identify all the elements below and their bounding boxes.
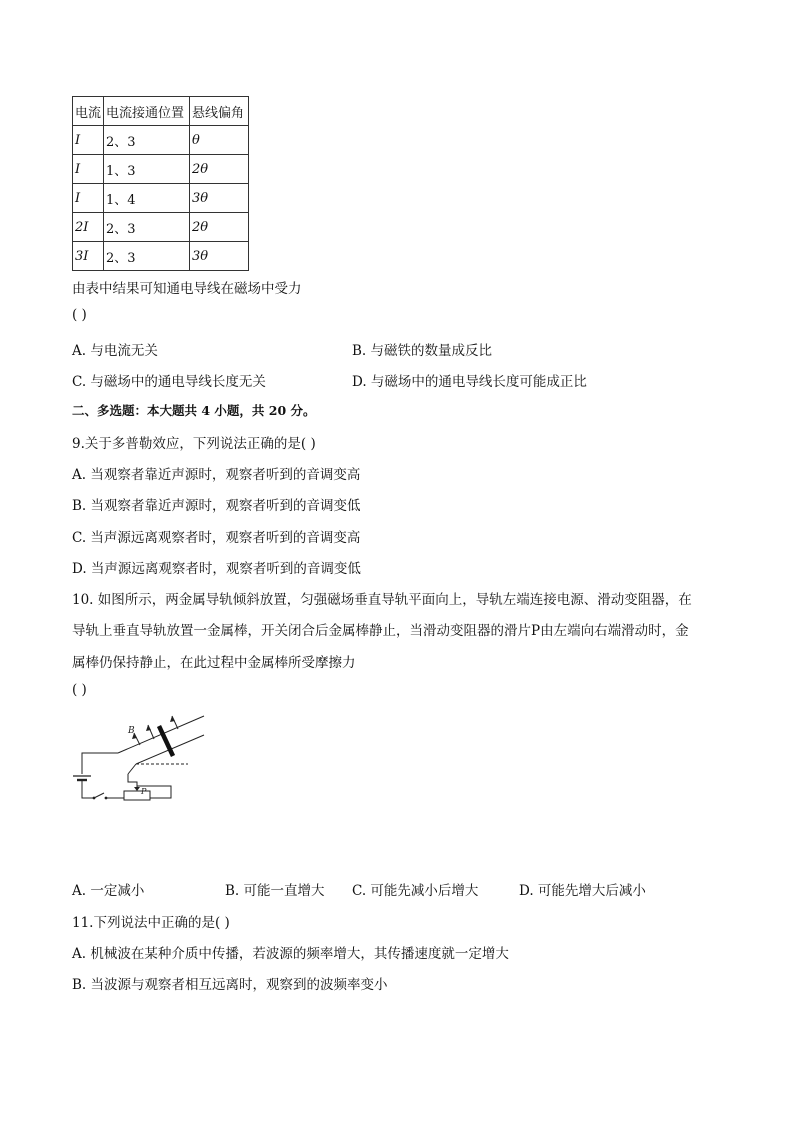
q11-stem: 11.下列说法中正确的是( ) bbox=[72, 915, 230, 931]
table-cell-position: 2、3 bbox=[104, 213, 190, 242]
table-row bbox=[73, 126, 249, 155]
q9-stem: 9.关于多普勒效应，下列说法正确的是( ) bbox=[72, 436, 316, 452]
table-cell-current: 3I bbox=[73, 242, 104, 271]
q10-option-c: C. 可能先减小后增大 bbox=[352, 883, 479, 899]
table-cell-position: 1、4 bbox=[104, 184, 190, 213]
table-cell-current: I bbox=[73, 155, 104, 184]
upper-lead-wire bbox=[82, 753, 118, 774]
switch-pivot bbox=[93, 797, 96, 800]
section-heading: 二、多选题：本大题共 4 小题，共 20 分。 bbox=[72, 403, 316, 418]
arrowhead-middle bbox=[146, 725, 151, 731]
q10-stem-line1: 10. 如图所示，两金属导轨倾斜放置，匀强磁场垂直导轨平面向上，导轨左端连接电源、滑动变阻器，在 bbox=[72, 592, 692, 608]
q9-option-a: A. 当观察者靠近声源时，观察者听到的音调变高 bbox=[72, 467, 361, 483]
table-cell-angle: 2θ bbox=[190, 213, 249, 242]
table-row bbox=[73, 184, 249, 213]
table-cell-position: 1、3 bbox=[104, 155, 190, 184]
bottom-wire-mid bbox=[106, 791, 124, 798]
bottom-wire-left bbox=[82, 780, 93, 798]
q10-answer-paren: ( ) bbox=[72, 682, 87, 698]
lower-rail-lead bbox=[128, 764, 136, 774]
table-header-cell: 电流 bbox=[73, 97, 104, 126]
slider-label: P bbox=[141, 787, 147, 796]
table-cell-current: I bbox=[73, 184, 104, 213]
q8-option-a: A. 与电流无关 bbox=[72, 343, 158, 359]
table-cell-angle: θ bbox=[190, 126, 249, 155]
q10-option-d: D. 可能先增大后减小 bbox=[519, 883, 646, 899]
table-cell-current: I bbox=[73, 126, 104, 155]
switch-contact bbox=[105, 797, 108, 800]
q10-option-b: B. 可能一直增大 bbox=[225, 883, 325, 899]
table-cell-angle: 2θ bbox=[190, 155, 249, 184]
q10-option-a: A. 一定减小 bbox=[72, 883, 145, 899]
q11-option-b: B. 当波源与观察者相互远离时，观察到的波频率变小 bbox=[72, 977, 388, 993]
table-cell-angle: 3θ bbox=[190, 184, 249, 213]
table-cell-angle: 3θ bbox=[190, 242, 249, 271]
q9-option-b: B. 当观察者靠近声源时，观察者听到的音调变低 bbox=[72, 498, 361, 514]
q8-option-b: B. 与磁铁的数量成反比 bbox=[352, 343, 493, 359]
right-lead-wire bbox=[128, 774, 137, 786]
table-row bbox=[73, 155, 249, 184]
q11-option-a: A. 机械波在某种介质中传播，若波源的频率增大，其传播速度就一定增大 bbox=[72, 946, 509, 962]
table-header-cell: 悬线偏角 bbox=[190, 97, 249, 126]
q9-option-d: D. 当声源远离观察者时，观察者听到的音调变低 bbox=[72, 561, 361, 577]
table-cell-position: 2、3 bbox=[104, 242, 190, 271]
inclined-rails-figure bbox=[66, 712, 206, 804]
field-label: B bbox=[128, 726, 135, 736]
q8-conclusion: 由表中结果可知通电导线在磁场中受力 bbox=[72, 281, 302, 297]
results-table bbox=[72, 96, 249, 271]
q9-option-c: C. 当声源远离观察者时，观察者听到的音调变高 bbox=[72, 530, 361, 546]
q8-option-c: C. 与磁场中的通电导线长度无关 bbox=[72, 374, 266, 390]
table-cell-current: 2I bbox=[73, 213, 104, 242]
q8-answer-paren: ( ) bbox=[72, 307, 87, 323]
arrowhead-right bbox=[170, 716, 175, 722]
table-header-row bbox=[73, 97, 249, 126]
q8-option-d: D. 与磁场中的通电导线长度可能成正比 bbox=[352, 374, 587, 390]
table-cell-position: 2、3 bbox=[104, 126, 190, 155]
q10-stem-line3: 属棒仍保持静止，在此过程中金属棒所受摩擦力 bbox=[72, 655, 356, 671]
table-row bbox=[73, 242, 249, 271]
table-row bbox=[73, 213, 249, 242]
q10-stem-line2: 导轨上垂直导轨放置一金属棒，开关闭合后金属棒静止，当滑动变阻器的滑片P由左端向右端滑动时，金 bbox=[72, 623, 689, 639]
table-header-cell: 电流接通位置 bbox=[104, 97, 190, 126]
switch-blade bbox=[94, 793, 104, 798]
rheostat-slider-arrow bbox=[134, 787, 140, 791]
